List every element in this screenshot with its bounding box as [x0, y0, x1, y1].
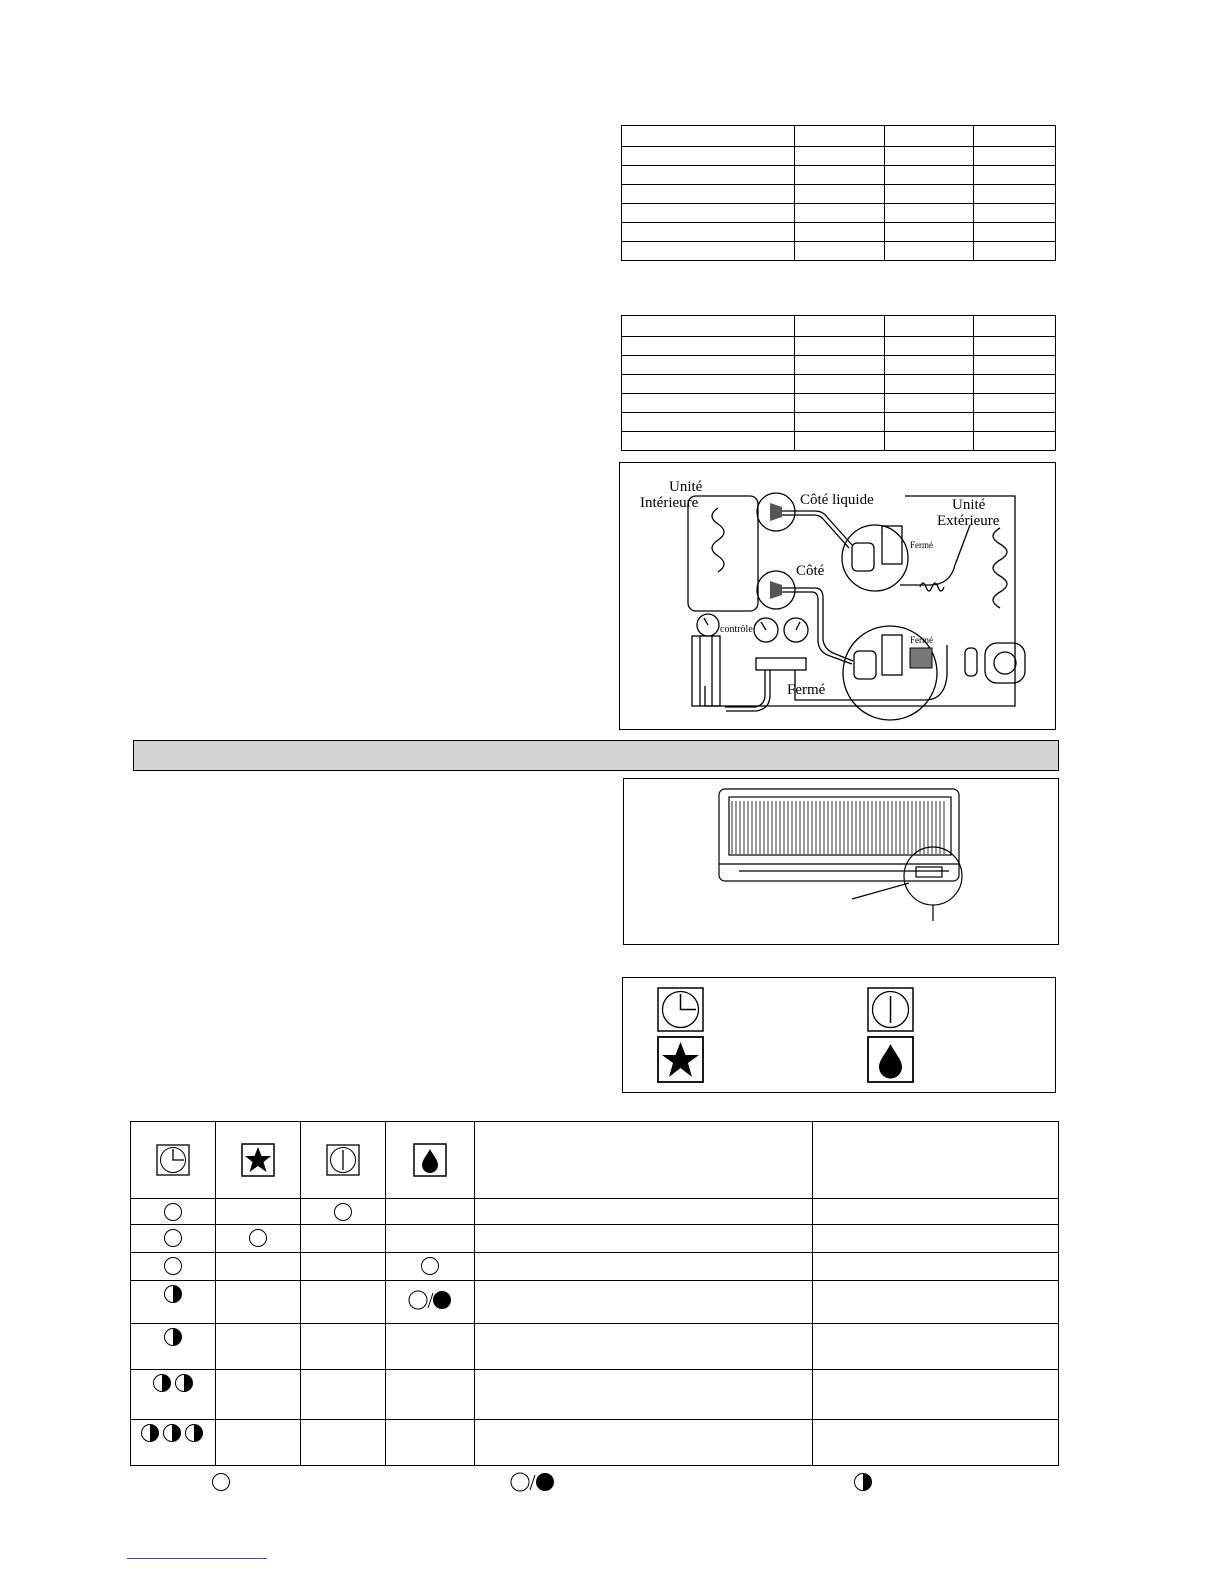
indoor-unit-label-line1: Unité	[669, 479, 703, 495]
footnote-link-underline[interactable]	[127, 1558, 267, 1559]
indicator-legend-box	[622, 977, 1056, 1093]
indicator-on-icon	[163, 1202, 183, 1222]
indicator-on-icon	[163, 1228, 183, 1248]
legend-on-off-icon	[510, 1471, 556, 1493]
indicator-blink-icon	[163, 1327, 183, 1347]
status-row-5	[131, 1324, 1059, 1370]
clock-icon	[658, 988, 703, 1031]
indoor-unit-label-line2: Intérieure	[640, 495, 699, 511]
indicator-on-icon	[420, 1256, 440, 1276]
power-icon	[868, 988, 913, 1031]
legend-on-icon	[211, 1472, 233, 1492]
gas-side-label: Côté	[796, 563, 825, 579]
legend-blink-icon	[853, 1472, 875, 1492]
closed-upper-label: Fermé	[910, 540, 933, 550]
section-banner	[133, 740, 1059, 771]
status-row-4	[131, 1281, 1059, 1324]
indicator-on-icon	[248, 1228, 268, 1248]
status-row-3	[131, 1253, 1059, 1281]
indicator-blink-icon	[163, 1284, 183, 1304]
indoor-unit-drawing	[624, 779, 1058, 944]
status-indicator-table	[130, 1121, 1059, 1466]
outdoor-unit-label-line1: Unité	[952, 497, 986, 513]
clock-icon	[156, 1144, 190, 1176]
circuit-drawing	[620, 463, 1055, 729]
control-label: contrôle	[720, 624, 753, 635]
refrigerant-circuit-diagram	[619, 462, 1056, 730]
indicator-blink-thrice-icon	[139, 1423, 207, 1443]
status-row-6	[131, 1370, 1059, 1420]
indicator-on-icon	[163, 1256, 183, 1276]
liquid-side-label: Côté liquide	[800, 492, 874, 508]
power-icon	[326, 1144, 360, 1176]
status-row-1	[131, 1199, 1059, 1225]
star-icon	[241, 1143, 275, 1177]
indicator-on-off-icon	[408, 1289, 452, 1311]
spec-table-middle	[621, 315, 1056, 451]
indicator-on-icon	[333, 1202, 353, 1222]
spec-table-top	[621, 125, 1056, 261]
indoor-unit-illustration	[623, 778, 1059, 945]
closed-lower-label: Fermé	[910, 635, 933, 645]
closed-gauge-label: Fermé	[787, 682, 826, 698]
star-icon	[658, 1037, 703, 1082]
drop-icon	[868, 1037, 913, 1082]
indicator-blink-twice-icon	[151, 1373, 195, 1393]
status-table-header	[131, 1122, 1059, 1199]
status-row-2	[131, 1225, 1059, 1253]
drop-icon	[413, 1143, 447, 1177]
status-row-7	[131, 1420, 1059, 1466]
outdoor-unit-label-line2: Extérieure	[937, 513, 1000, 529]
